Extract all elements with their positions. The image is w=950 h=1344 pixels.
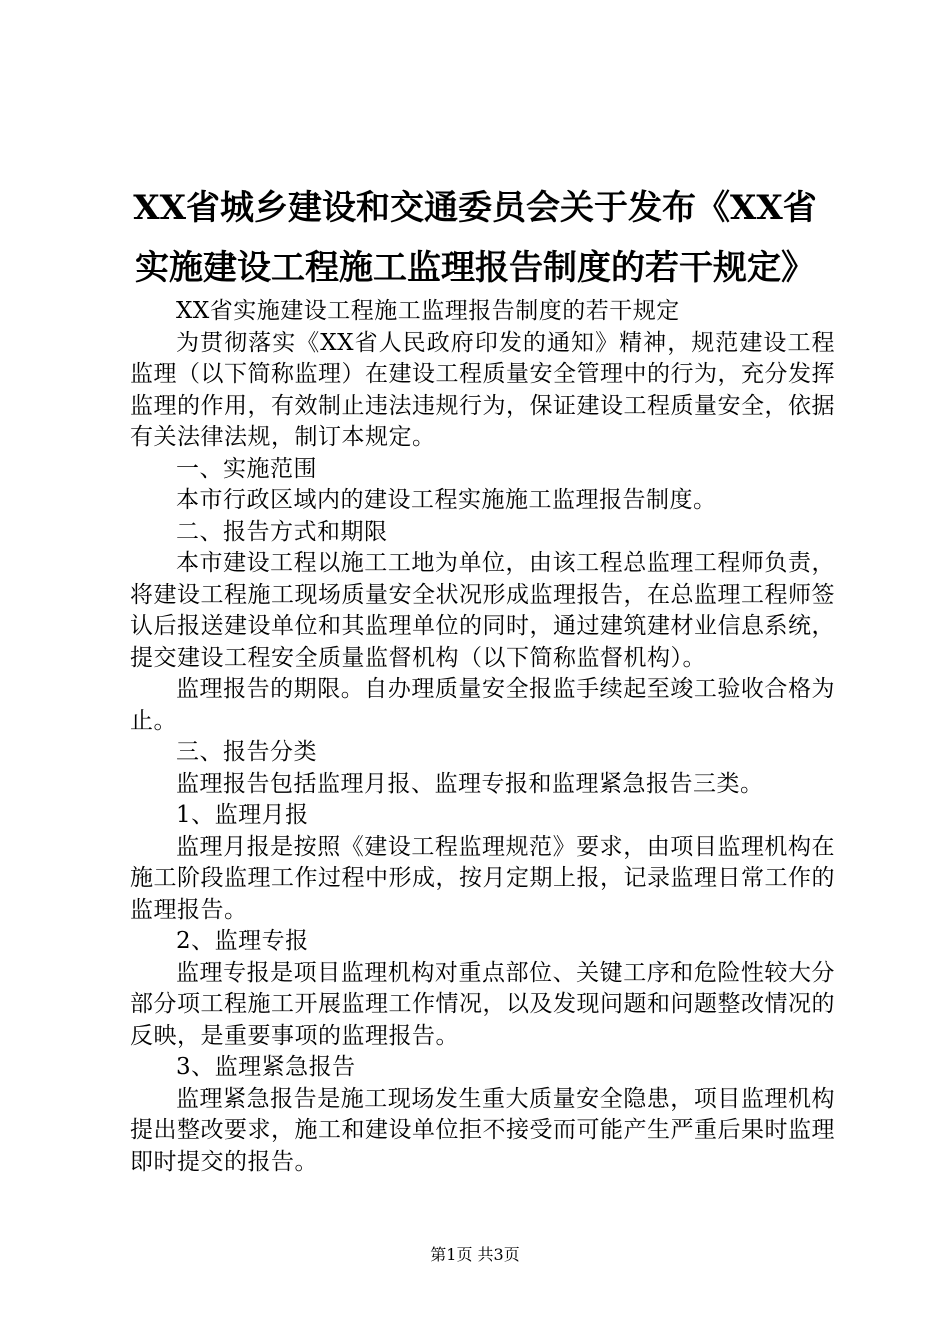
category-paragraph: 监理报告包括监理月报、监理专报和监理紧急报告三类。 [176,770,764,797]
subheading-emergency: 3、监理紧急报告 [176,1054,356,1080]
special-paragraph: 监理专报是项目监理机构对重点部位、关键工序和危险性较大分部分项工程施工开展监理工作情况，以及发现问题和问题整改情况的反映，是重要事项的监理报告。 [130,959,835,1049]
subheading-monthly: 1、监理月报 [176,802,309,828]
title-line-1: XX省城乡建设和交通委员会关于发布《XX省 [133,188,817,228]
title-line-2: 实施建设工程施工监理报告制度的若干规定》 [135,248,815,288]
preamble-paragraph: 为贯彻落实《XX省人民政府印发的通知》精神，规范建设工程监理（以下简称监理）在建设工程质量安全管理中的行为，充分发挥监理的作用，有效制止违法违规行为，保证建设工程质量安全，依据有关法律法规，制订本规定。 [130,329,835,450]
section-heading-scope: 一、实施范围 [176,455,317,482]
document-body [130,296,835,1178]
subheading-special: 2、监理专报 [176,928,309,954]
section-heading-method: 二、报告方式和期限 [176,518,388,545]
monthly-paragraph: 监理月报是按照《建设工程监理规范》要求，由项目监理机构在施工阶段监理工作过程中形成，按月定期上报，记录监理日常工作的监理报告。 [130,833,835,923]
document-title [100,178,850,298]
page-number: 第1页 共3页 [430,1245,520,1264]
subtitle-paragraph: XX省实施建设工程施工监理报告制度的若干规定 [176,298,680,324]
period-paragraph: 监理报告的期限。自办理质量安全报监手续起至竣工验收合格为止。 [130,676,835,734]
scope-paragraph: 本市行政区域内的建设工程实施施工监理报告制度。 [176,487,717,513]
method-paragraph: 本市建设工程以施工工地为单位，由该工程总监理工程师负责，将建设工程施工现场质量安全状况形成监理报告，在总监理工程师签认后报送建设单位和其监理单位的同时，通过建筑建材业信息系统，提交建设工程安全质量监督机构（以下简称监督机构）。 [130,550,835,671]
emergency-paragraph: 监理紧急报告是施工现场发生重大质量安全隐患，项目监理机构提出整改要求，施工和建设单位拒不接受而可能产生严重后果时监理即时提交的报告。 [130,1085,835,1175]
page-footer [0,1245,950,1265]
section-heading-category: 三、报告分类 [176,739,317,765]
